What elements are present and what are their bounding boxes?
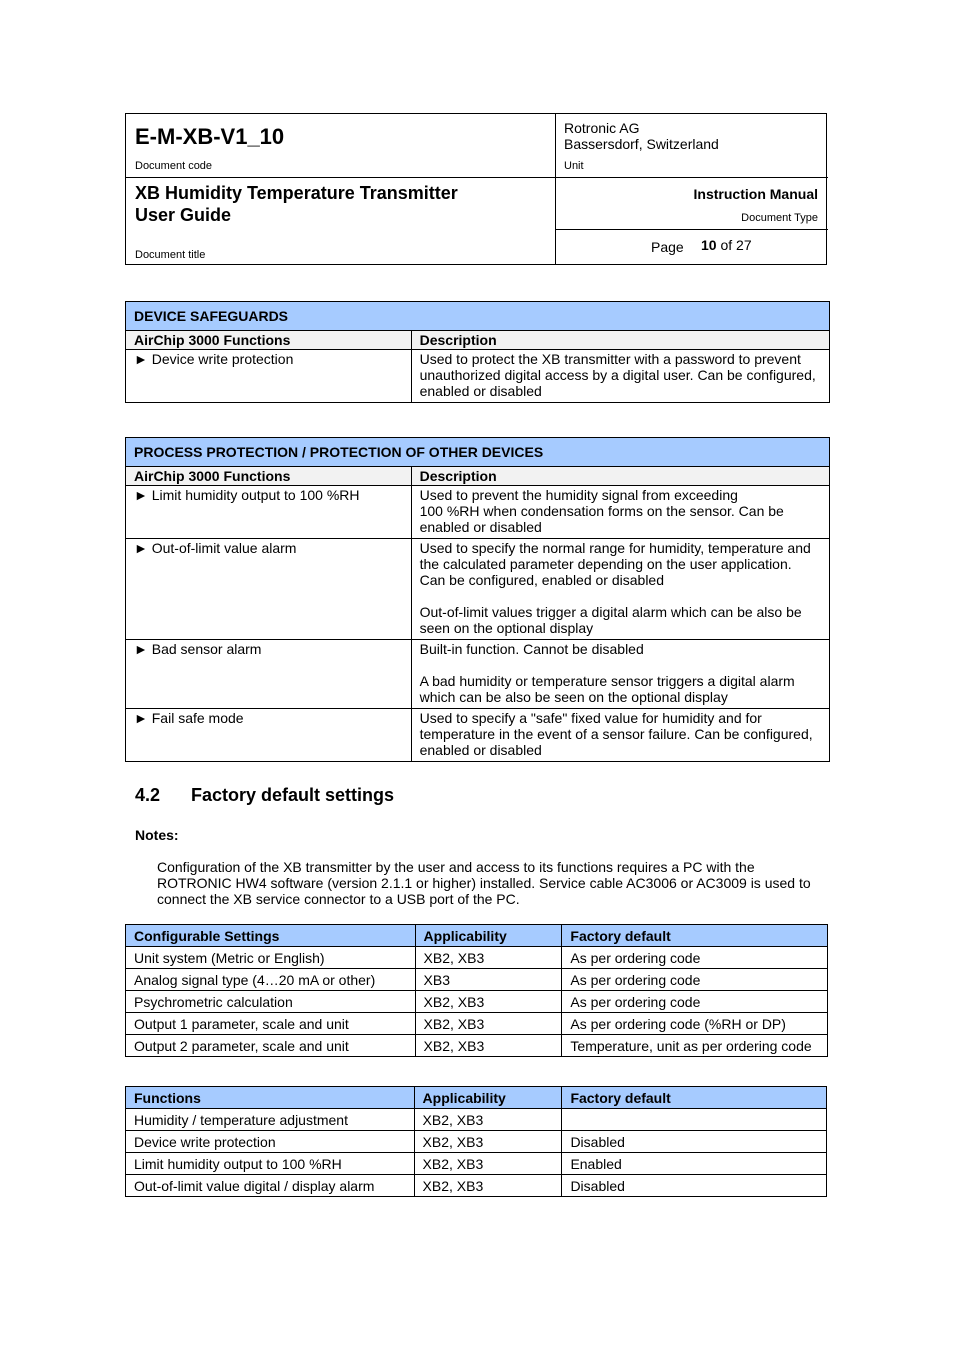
- description-line: enabled or disabled: [419, 742, 542, 758]
- header-divider: [556, 177, 828, 178]
- table-cell: XB2, XB3: [415, 1035, 562, 1057]
- table-cell: As per ordering code: [562, 969, 828, 991]
- page-indicator: [701, 237, 752, 253]
- table-row: [126, 969, 828, 991]
- section-number: 4.2: [135, 785, 161, 805]
- document-type: Instruction Manual: [693, 186, 818, 202]
- table-cell: Output 1 parameter, scale and unit: [126, 1013, 416, 1035]
- paragraph-gap: [420, 657, 821, 673]
- table-cell: XB2, XB3: [414, 1153, 562, 1175]
- description-cell: [411, 640, 829, 709]
- document-title: [135, 182, 458, 226]
- configurable-settings-table: [125, 924, 828, 1057]
- column-header: Factory default: [562, 925, 828, 947]
- function-cell: ► Device write protection: [126, 350, 412, 403]
- table-row: [126, 1175, 827, 1197]
- section-header: DEVICE SAFEGUARDS: [126, 302, 830, 331]
- page-label: Page: [651, 239, 684, 255]
- document-title-line: User Guide: [135, 205, 232, 225]
- description-line: enabled or disabled: [419, 383, 542, 399]
- table-cell: As per ordering code: [562, 947, 828, 969]
- column-header: AirChip 3000 Functions: [126, 331, 412, 350]
- company-name: Rotronic AG: [564, 120, 640, 136]
- notes-line: connect the XB service connector to a USB port of the PC.: [157, 891, 520, 907]
- description-line: Used to specify a "safe" fixed value for humidity and for: [419, 710, 762, 726]
- functions-table: [125, 1086, 827, 1197]
- description-cell: [411, 709, 829, 762]
- document-title-label: Document title: [135, 249, 206, 261]
- table-cell: [562, 1109, 827, 1131]
- column-header: Description: [411, 331, 829, 350]
- function-cell: ► Bad sensor alarm: [126, 640, 412, 709]
- table-cell: Device write protection: [126, 1131, 415, 1153]
- table-row: [126, 947, 828, 969]
- function-cell: ► Limit humidity output to 100 %RH: [126, 486, 412, 539]
- notes-line: Configuration of the XB transmitter by the user and access to its functions requires a PC with the: [157, 859, 755, 875]
- table-row: [126, 350, 830, 403]
- table-cell: XB2, XB3: [414, 1175, 562, 1197]
- header-divider: [555, 114, 556, 264]
- document-code-label: Document code: [135, 160, 213, 172]
- section-heading: [135, 785, 394, 806]
- description-line: Built-in function. Cannot be disabled: [419, 641, 644, 657]
- table-cell: Psychrometric calculation: [126, 991, 416, 1013]
- document-header: [125, 113, 827, 265]
- document-type-label: Document Type: [741, 212, 818, 224]
- description-line: which can be also be seen on the optional display: [419, 689, 728, 705]
- description-line: Used to prevent the humidity signal from exceeding: [419, 487, 738, 503]
- table-row: [126, 1035, 828, 1057]
- column-header: AirChip 3000 Functions: [126, 467, 412, 486]
- section-header: PROCESS PROTECTION / PROTECTION OF OTHER DEVICES: [126, 438, 830, 467]
- description-cell: [411, 486, 829, 539]
- table-cell: XB2, XB3: [415, 991, 562, 1013]
- description-cell: [411, 539, 829, 640]
- company-location: Bassersdorf, Switzerland: [564, 136, 719, 152]
- column-header: Configurable Settings: [126, 925, 416, 947]
- notes-paragraph: [157, 859, 827, 907]
- notes-line: ROTRONIC HW4 software (version 2.1.1 or higher) installed. Service cable AC3006 or AC3009 is used to: [157, 875, 811, 891]
- description-line: unauthorized digital access by a digital user. Can be configured,: [419, 367, 816, 383]
- description-cell: [411, 350, 829, 403]
- table-cell: XB2, XB3: [414, 1109, 562, 1131]
- description-line: Used to protect the XB transmitter with a password to prevent: [419, 351, 801, 367]
- table-row: [126, 1013, 828, 1035]
- table-row: [126, 640, 830, 709]
- table-cell: As per ordering code (%RH or DP): [562, 1013, 828, 1035]
- table-row: [126, 486, 830, 539]
- notes-label: Notes:: [135, 827, 179, 843]
- table-cell: Temperature, unit as per ordering code: [562, 1035, 828, 1057]
- table-cell: XB2, XB3: [415, 1013, 562, 1035]
- page-number: 10: [701, 237, 717, 253]
- description-line: A bad humidity or temperature sensor triggers a digital alarm: [419, 673, 795, 689]
- table-cell: Enabled: [562, 1153, 827, 1175]
- column-header: Factory default: [562, 1087, 827, 1109]
- page-total: of 27: [720, 237, 752, 253]
- column-header: Applicability: [415, 925, 562, 947]
- table-cell: XB2, XB3: [415, 947, 562, 969]
- description-line: Used to specify the normal range for humidity, temperature and: [419, 540, 811, 556]
- table-cell: Limit humidity output to 100 %RH: [126, 1153, 415, 1175]
- table-cell: Out-of-limit value digital / display alarm: [126, 1175, 415, 1197]
- device-safeguards-table: [125, 301, 830, 403]
- table-cell: Analog signal type (4…20 mA or other): [126, 969, 416, 991]
- table-cell: XB3: [415, 969, 562, 991]
- function-cell: ► Out-of-limit value alarm: [126, 539, 412, 640]
- header-divider: [556, 229, 828, 230]
- description-line: 100 %RH when condensation forms on the sensor. Can be: [419, 503, 784, 519]
- document-title-line: XB Humidity Temperature Transmitter: [135, 183, 458, 203]
- description-line: temperature in the event of a sensor failure. Can be configured,: [419, 726, 813, 742]
- unit-label: Unit: [564, 160, 584, 172]
- table-row: [126, 1109, 827, 1131]
- process-protection-table: [125, 437, 830, 762]
- table-cell: Output 2 parameter, scale and unit: [126, 1035, 416, 1057]
- table-row: [126, 1153, 827, 1175]
- document-code: E-M-XB-V1_10: [135, 124, 285, 149]
- description-line: the calculated parameter depending on the user application.: [419, 556, 792, 572]
- column-header: Functions: [126, 1087, 415, 1109]
- table-cell: Disabled: [562, 1175, 827, 1197]
- table-row: [126, 991, 828, 1013]
- description-line: Out-of-limit values trigger a digital alarm which can be also be: [419, 604, 802, 620]
- table-cell: Unit system (Metric or English): [126, 947, 416, 969]
- table-cell: XB2, XB3: [414, 1131, 562, 1153]
- table-cell: Disabled: [562, 1131, 827, 1153]
- description-line: Can be configured, enabled or disabled: [419, 572, 665, 588]
- table-row: [126, 709, 830, 762]
- table-row: [126, 1131, 827, 1153]
- header-divider: [126, 177, 556, 178]
- function-cell: ► Fail safe mode: [126, 709, 412, 762]
- table-row: [126, 539, 830, 640]
- description-line: seen on the optional display: [419, 620, 594, 636]
- paragraph-gap: [420, 588, 821, 604]
- column-header: Applicability: [414, 1087, 562, 1109]
- description-line: enabled or disabled: [419, 519, 542, 535]
- section-title: Factory default settings: [191, 785, 395, 805]
- column-header: Description: [411, 467, 829, 486]
- table-cell: Humidity / temperature adjustment: [126, 1109, 415, 1131]
- table-cell: As per ordering code: [562, 991, 828, 1013]
